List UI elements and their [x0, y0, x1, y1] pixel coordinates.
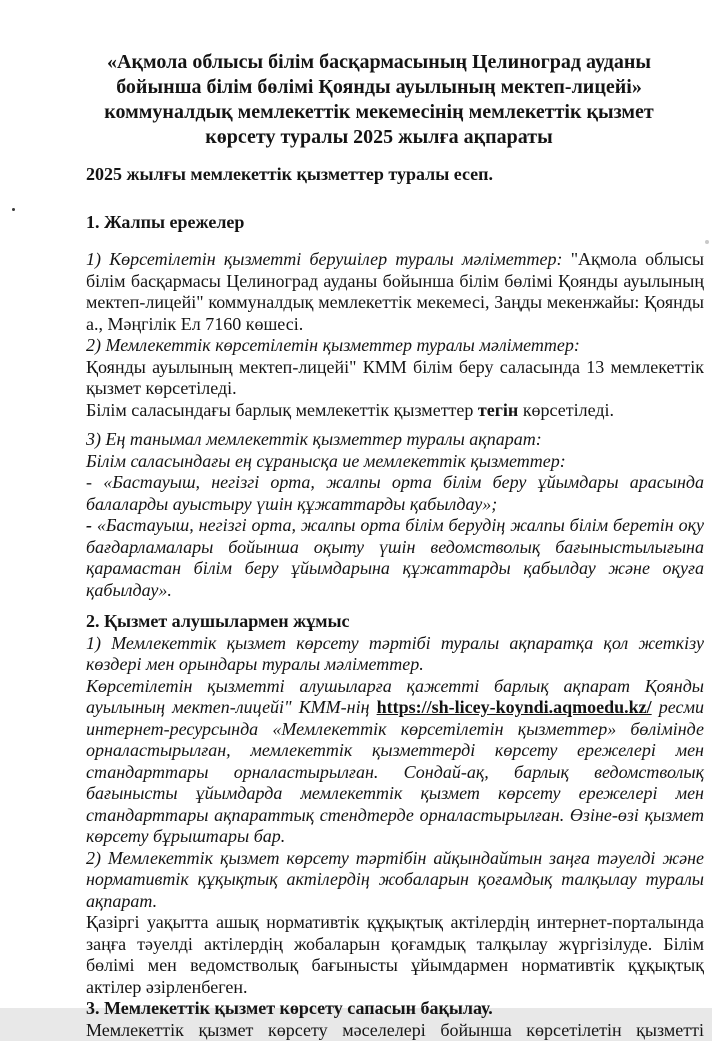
text-run: Мемлекеттік қызмет көрсету мәселелері бойынша көрсетілетін қызметті	[86, 1020, 704, 1040]
document-content	[86, 50, 704, 1041]
text-run: Қоянды ауылының мектеп-лицейі" КММ білім беру саласында 13 мемлекеттік қызмет көрсетіледі.	[86, 357, 704, 399]
provider-info-paragraph	[86, 249, 704, 335]
text-run: 1) Көрсетілетін қызметті берушілер туралы мәліметтер:	[86, 249, 571, 269]
text-run: 3. Мемлекеттік қызмет көрсету сапасын бақылау.	[86, 998, 493, 1018]
text-run: 2. Қызмет алушылармен жұмыс	[86, 611, 350, 631]
text-run: көрсетіледі.	[518, 400, 614, 420]
scan-speck	[705, 240, 709, 244]
section-3-heading	[86, 998, 704, 1020]
access-info-lead	[86, 633, 704, 676]
text-run: ресми интернет-ресурсында «Мемлекеттік көрсетілетін қызметтер» бөлімінде орналастырылған, мемлекеттік қызметтерді көрсету ережелері мен стандарттары орналастырылған. Сондай-ақ, барлық ведомстволық бағынысты ұйымдарда мемлекеттік қызмет көрсету ережелері мен стандарттары ақпараттық стендтерде орналастырылған. Өзіне-өзі қызмет көрсету бұрыштары бар.	[86, 697, 704, 846]
text-run: 2) Мемлекеттік қызмет көрсету тәртібін айқындайтын заңға тәуелді және нормативтік құқықтық актілердің жобаларын қоғамдық талқылау туралы ақпарат.	[86, 848, 704, 911]
section-2-heading	[86, 611, 704, 633]
legal-acts-lead	[86, 848, 704, 913]
text-run: "Ақмола облысы білім басқармасы Целиноград ауданы бойынша білім бөлімі Қоянды ауылының мектеп-лицейі" коммуналдық мемлекеттік мекемесі, Заңды мекенжайы: Қоянды а., Мәңгілік Ел 7160 көшесі.	[86, 249, 704, 334]
text-run: 2) Мемлекеттік көрсетілетін қызметтер туралы мәліметтер:	[86, 335, 580, 355]
website-info-paragraph	[86, 676, 704, 848]
services-info-lead	[86, 335, 704, 357]
text-run: 2025 жылғы мемлекеттік қызметтер туралы есеп.	[86, 164, 493, 184]
free-services-paragraph	[86, 400, 704, 422]
text-run: 3) Ең танымал мемлекеттік қызметтер туралы ақпарат:	[86, 429, 542, 449]
text-run: Білім саласындағы ең сұранысқа ие мемлекеттік қызметтер:	[86, 451, 566, 471]
text-run: -	[86, 515, 97, 535]
text-run: «Бастауыш, негізгі орта, жалпы орта білім берудің жалпы білім беретін оқу бағдарламалары бойынша оқыту үшін ведомстволық бағыныстылығына қарамастан білім беру ұйымдарына құжаттарды қабылдау және оқуға қабылдау».	[86, 515, 704, 600]
legal-acts-paragraph	[86, 912, 704, 998]
popular-service-item-2	[86, 515, 704, 601]
text-run: Көрсетілетін қызметті алушыларға қажетті барлық ақпарат Қоянды ауылының мектеп-лицейі" КММ-нің	[86, 676, 704, 718]
document-title: «Ақмола облысы білім басқармасының Целиноград ауданы бойынша білім бөлімі Қоянды ауылының мектеп-лицейі» коммуналдық мемлекеттік мекемесінің мемлекеттік қызмет көрсету туралы 2025 жылға ақпараты	[86, 50, 672, 150]
text-run: тегін	[478, 400, 518, 420]
quality-control-paragraph	[86, 1020, 704, 1041]
text-run: Қазіргі уақытта ашық нормативтік құқықтық актілердің интернет-порталында заңға тәуелді актілердің жобаларын қоғамдық талқылау жүргізілуде. Білім бөлімі мен ведомстволық бағынысты ұйымдармен нормативтік құқықтық актілер әзірленбеген.	[86, 912, 704, 997]
popular-services-sublead	[86, 451, 704, 473]
text-run: - «Бастауыш, негізгі орта, жалпы орта білім беру ұйымдары арасында балаларды ауыстыру үшін құжаттарды қабылдау»;	[86, 472, 704, 514]
text-run: Білім саласындағы барлық мемлекеттік қызметтер	[86, 400, 478, 420]
document-body	[86, 164, 704, 1041]
report-subtitle	[86, 164, 704, 186]
popular-services-lead	[86, 429, 704, 451]
popular-service-item-1	[86, 472, 704, 515]
section-1-heading	[86, 212, 704, 234]
services-count-paragraph	[86, 357, 704, 400]
school-website-link[interactable]: https://sh-licey-koyndi.aqmoedu.kz/	[377, 697, 652, 717]
text-run: 1. Жалпы ережелер	[86, 212, 244, 232]
text-run: 1) Мемлекеттік қызмет көрсету тәртібі туралы ақпаратқа қол жеткізу көздері мен орындары туралы мәліметтер.	[86, 633, 704, 675]
scan-speck	[12, 208, 15, 211]
